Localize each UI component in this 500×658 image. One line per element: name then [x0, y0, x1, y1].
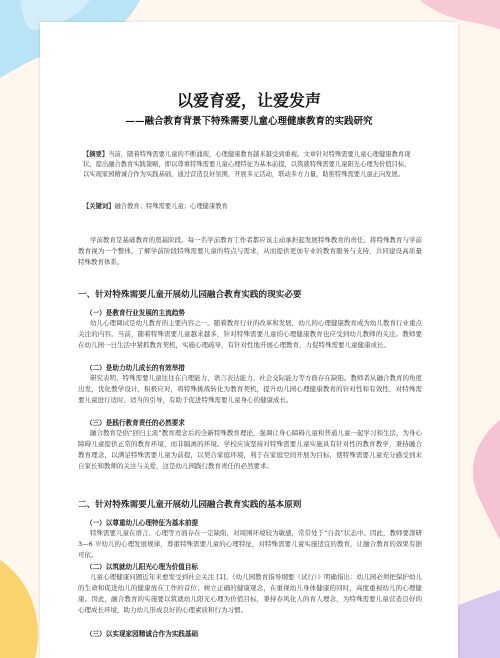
intro-paragraph: 学前教育是基础教育的奠基阶段。每一名学前教育工作者都应该主动承担起发展特殊教育的责任。将特殊教育与学前教育视为一个整体，了解学前阶段特殊需要儿童的特点与需求，从而提供更加专业的教育服务与支持，共同建设高质量特殊教育体系。 — [78, 236, 422, 266]
section1-sub2-heading: （二）是助力幼儿成长的有效举措 — [86, 364, 185, 372]
section2-sub3-heading: （三）以实现家园精诚合作为实践基础 — [86, 630, 199, 638]
section2-sub1-heading: （一）以尊重幼儿心理特征为基本前提 — [86, 519, 199, 527]
section1-heading: 一、针对特殊需要儿童开展幼儿园融合教育实践的现实必要 — [78, 290, 302, 300]
section2-sub1-text: 特殊需要儿童在语言、心理等方面存在一定缺陷，对周围环境较为敏感，常常处于“自我”状态中。因此，教师要深研 3—6 岁幼儿的心理发展规律，尊重特殊需要儿童的心理特征，对特殊需要儿童实施适宜的教育，让融合教育的效果有据可依。 — [78, 529, 422, 559]
abstract — [83, 150, 415, 180]
abstract-text: 当前，随着特殊需要儿童的不断涌现，心理健康教育越来越受到重视。文章针对特殊需要儿童心理健康教育现状，提出融合教育实践策略，即以尊重特殊需要儿童心理特征为基本前提，以筑就特殊需要儿童阳光心理为价值目标，以实现家园精诚合作为实践基础，通过营造良好氛围，开展多元活动，联动多方力量，助推特殊需要儿童正向发展。 — [83, 151, 411, 178]
document-page — [40, 22, 458, 658]
document-subtitle: ——融合教育背景下特殊需要儿童心理健康教育的实践研究 — [125, 116, 373, 127]
document-title: 以爱育爱，让爱发声 — [176, 91, 321, 110]
keywords — [83, 201, 415, 210]
section1-sub3-heading: （三）是践行教育责任的必然要求 — [86, 419, 185, 427]
section1-sub1-heading: （一）是教育行业发展的主流趋势 — [86, 309, 185, 317]
section2-heading: 二、针对特殊需要儿童开展幼儿园融合教育实践的基本原则 — [78, 500, 302, 510]
section1-sub2-text: 研究表明，特殊需要儿童往往在自理能力、语言表达能力、社会交际能力等方面存在缺陷。教师者从融合教育的角度出发，优化教学设计，积极应对，将特殊挑战转化为教育契机，提升幼儿园心理健康教育的针对性和有效性，对特殊需要儿童进行适时、适当的引导，有助于促进特殊需要儿童身心的健康成长。 — [78, 374, 422, 404]
section2-sub2-text: 儿童心理健康问题近年来愈发受到社会关注 [1]。《幼儿园教育指导纲要（试行）》明确指出：幼儿园必须把保护幼儿的生命和促进幼儿的健康放在工作的首位；树立正确的健康观念，在重视幼儿身体健康的同时，高度重视幼儿的心理健康。因此，融合教育的实施要以筑就幼儿阳光心理为价值目标，秉持春风化人的育人理念，为特殊需要儿童营造良好的心理成长环境，助力幼儿形成良好的心理素质和行为习惯。 — [78, 573, 422, 614]
section1-sub1-text: 幼儿心理调试是幼儿教育的主要内容之一。随着教育行业的改革和发展，幼儿的心理健康教育成为幼儿教育行业重点关注的内容。当前，随着特殊需要儿童越来越多，针对特殊需要儿童的心理健康教育也应受到幼儿教师的关注。教师要在幼儿园一日生活中紧抓教育契机，实施心理疏导，有针对性地开展心理教育，力促特殊需要儿童健康成长。 — [78, 319, 422, 349]
abstract-label: 【摘要】 — [83, 151, 109, 158]
keywords-label: 【关键词】 — [83, 203, 115, 210]
section1-sub3-text: 融合教育是倡“回归主流”教育理念后的全新特殊教育理论，强调让身心障碍儿童和普通儿童一起学习和生活，为身心障碍儿童提供正常的教育环境，而非隔离的环境。学校应该坚持对特殊需要儿童实施具有针对性的教育教学，秉持融合教育理念，以满足特殊需要儿童为前提，以契合家庭环境，利于在家庭空间开展为目标，使特殊需要儿童充分感受到来自家长和教师的关注与关爱，这是幼儿园践行教育责任的必然要求。 — [78, 429, 422, 470]
keywords-text: 融合教育；特殊需要儿童；心理健康教育 — [114, 203, 228, 210]
decor-blob-right — [455, 420, 500, 540]
section2-sub2-heading: （二）以筑就幼儿阳光心理为价值目标 — [86, 563, 199, 571]
